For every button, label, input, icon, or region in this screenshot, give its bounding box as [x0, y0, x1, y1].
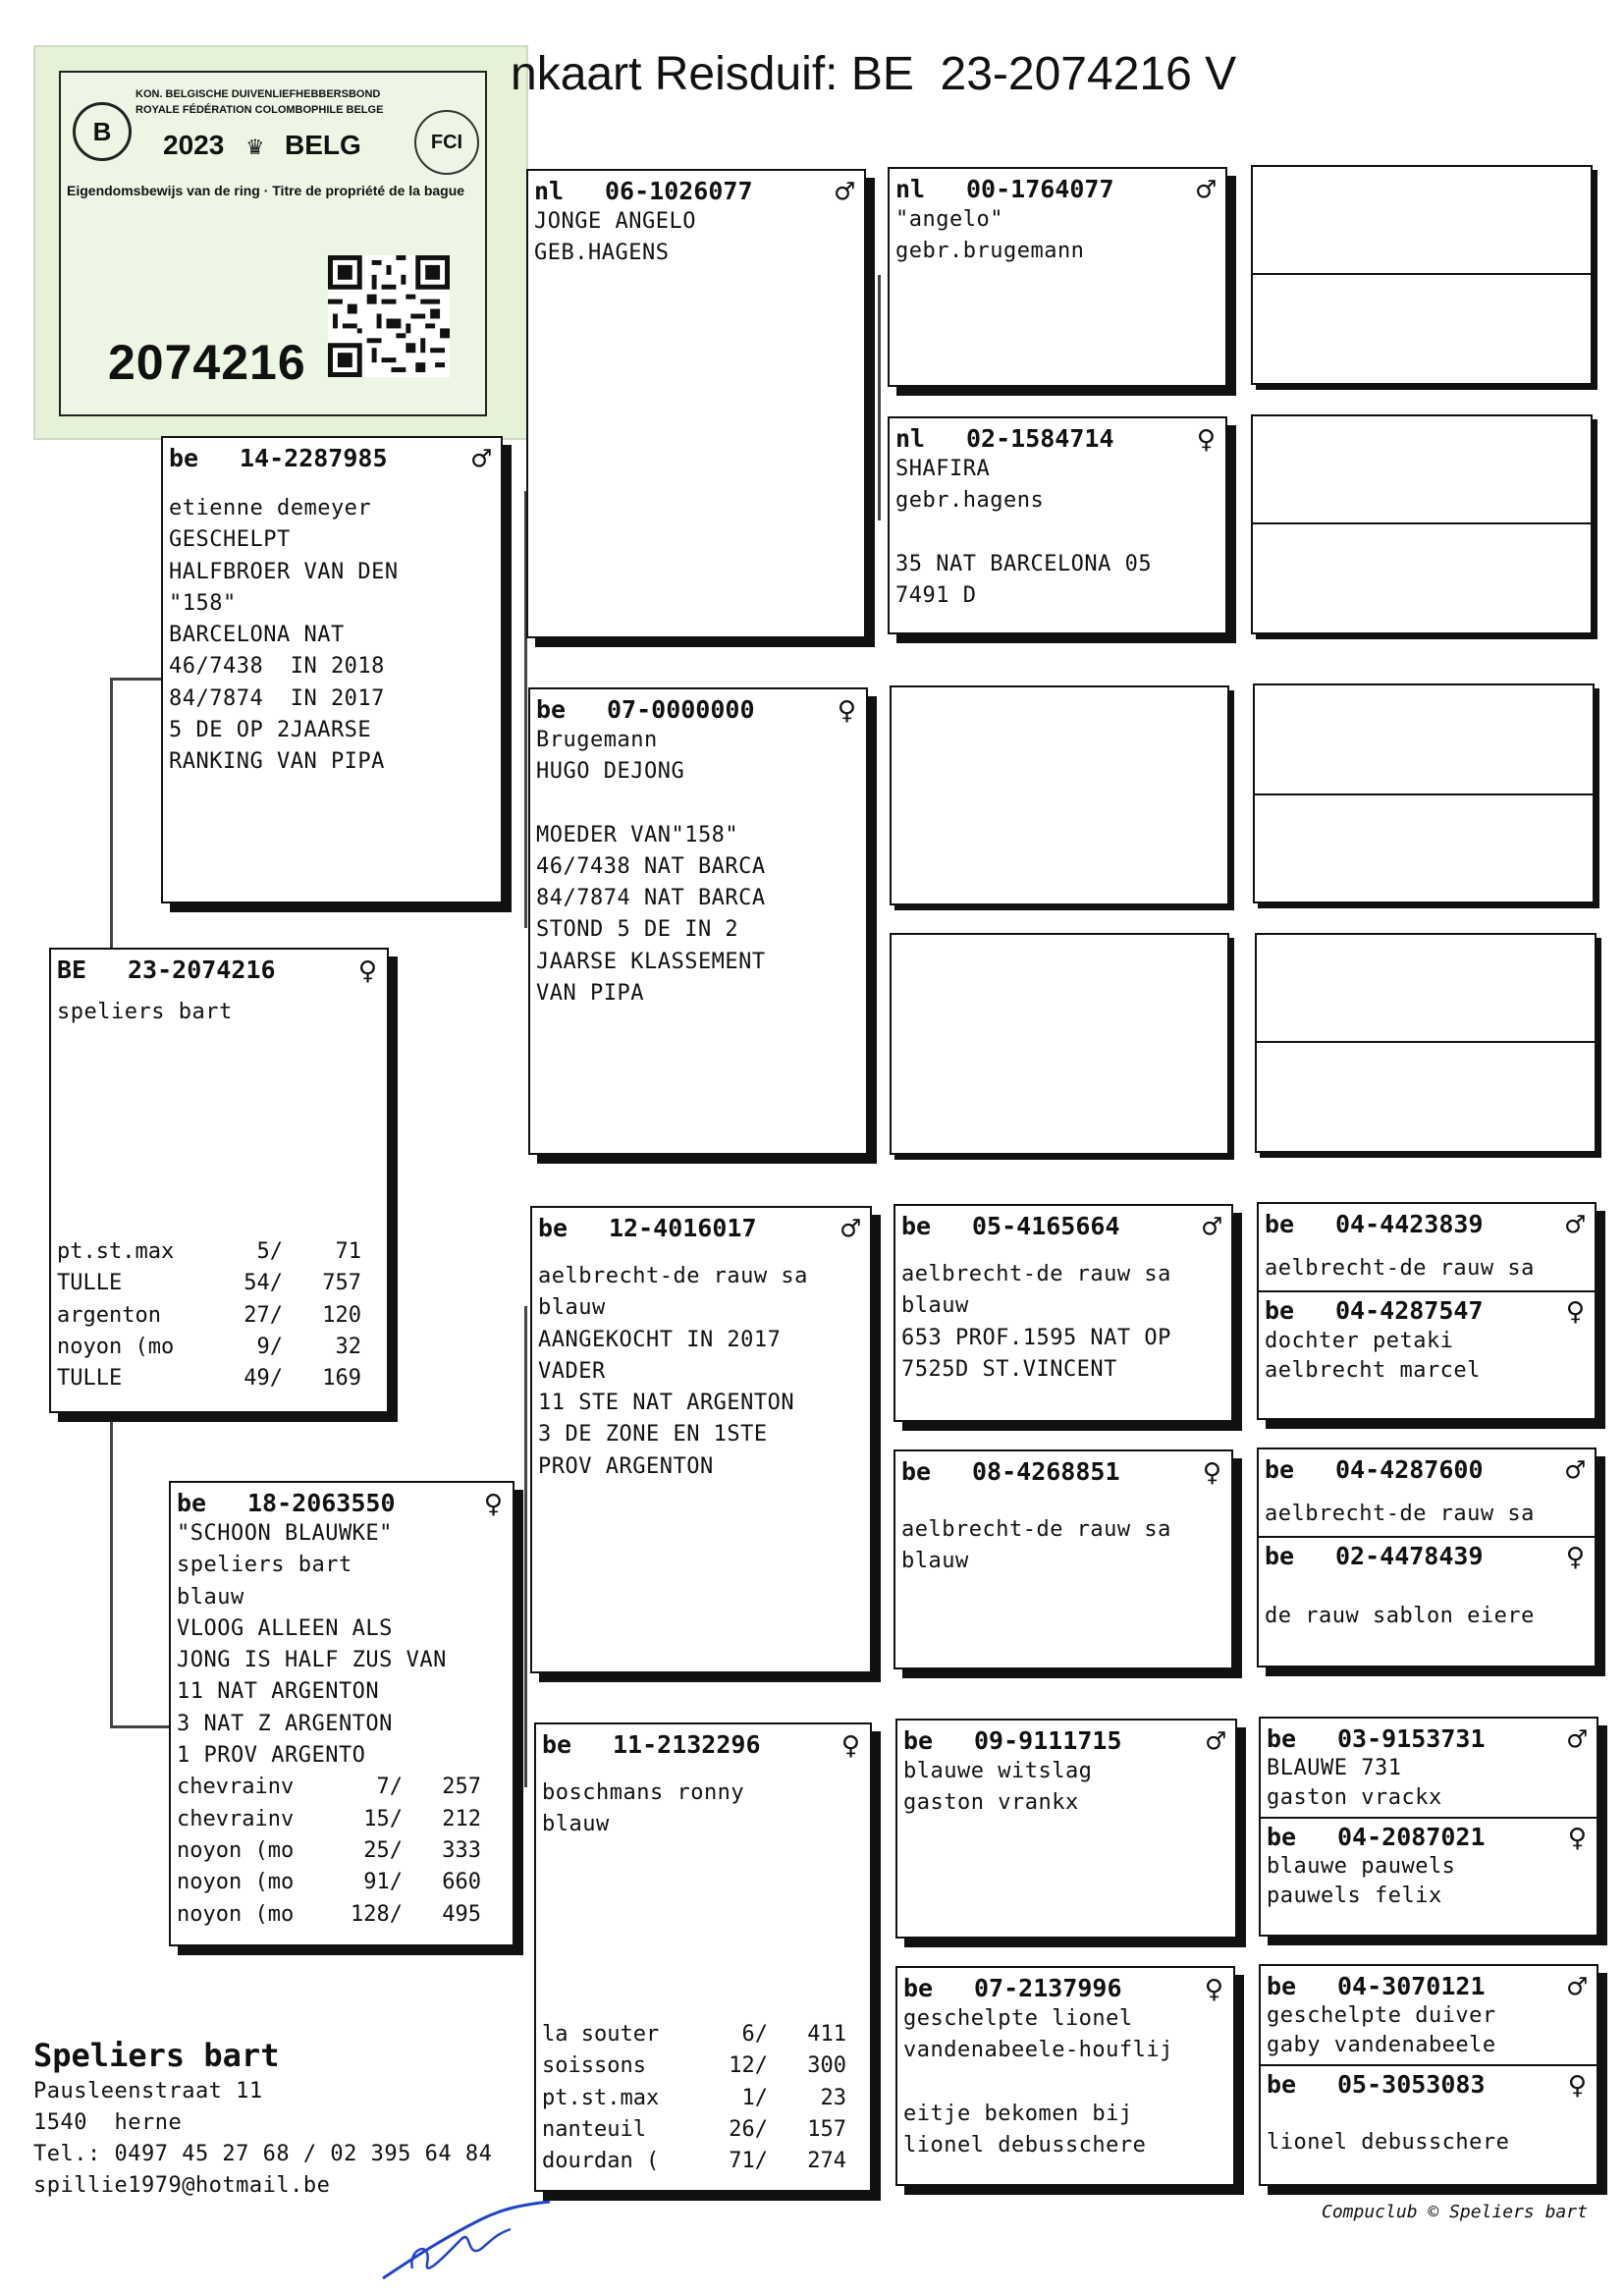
signature-scribble [373, 2200, 569, 2288]
pigeon-line: BLAUWE 731 [1267, 1756, 1402, 1780]
ring-number: 04-2087021 [1337, 1823, 1486, 1851]
connector-line [878, 1277, 881, 1507]
male-icon: ♂ [471, 440, 491, 477]
owner-name: Speliers bart [33, 2037, 280, 2074]
pigeon-line: VAN PIPA [536, 981, 644, 1007]
result-row: pt.st.max 5/ 71 [57, 1239, 361, 1264]
pigeon-line: etienne demeyer [169, 496, 372, 520]
pigeon-line: geschelpte lionel [903, 2006, 1133, 2031]
pigeon-line: Brugemann [536, 728, 658, 752]
pigeon-line: JAARSE KLASSEMENT [536, 949, 766, 974]
connector-line [110, 678, 161, 681]
pigeon-line: aelbrecht-de rauw sa [901, 1262, 1171, 1286]
pigeon-line: JONG IS HALF ZUS VAN [177, 1648, 447, 1673]
pigeon-line: blauw [901, 1549, 969, 1574]
connector-line [878, 1836, 881, 2072]
empty-pigeon-card[interactable] [1251, 165, 1593, 385]
ring-number: 00-1764077 [966, 175, 1114, 203]
pigeon-card-mm[interactable] [534, 1722, 872, 2192]
connector-line [110, 678, 113, 951]
pigeon-card-father[interactable] [161, 436, 503, 903]
certificate-frame [59, 71, 487, 416]
pigeon-line: 84/7874 NAT BARCA [536, 886, 766, 911]
footer-credit: Compuclub © Speliers bart [1322, 2202, 1588, 2222]
owner-city: 1540 herne [33, 2110, 183, 2135]
pigeon-line: 11 STE NAT ARGENTON [538, 1391, 795, 1416]
pigeon-line: aelbrecht-de rauw sa [901, 1517, 1171, 1542]
empty-pigeon-card[interactable] [1251, 414, 1593, 634]
ring-number: 11-2132296 [613, 1730, 761, 1759]
pigeon-card-pair-mmf[interactable] [1259, 1717, 1598, 1937]
result-row: noyon (mo 91/ 660 [177, 1870, 481, 1895]
female-icon: ♀ [483, 1485, 503, 1522]
male-icon: ♂ [835, 173, 854, 210]
female-icon: ♀ [1565, 1292, 1585, 1331]
pigeon-line: 7491 D [895, 582, 977, 608]
ring-number: 05-3053083 [1337, 2070, 1486, 2099]
owner-email: spillie1979@hotmail.be [33, 2173, 331, 2198]
pigeon-line: aelbrecht-de rauw sa [1265, 1256, 1535, 1281]
country-code: be [1265, 1542, 1295, 1571]
country-code: be [901, 1212, 932, 1240]
female-icon: ♀ [1202, 1453, 1221, 1491]
result-row: TULLE 49/ 169 [57, 1366, 361, 1392]
ring-number: 07-0000000 [607, 695, 755, 724]
female-icon: ♀ [1196, 420, 1216, 458]
result-row: nanteuil 26/ 157 [542, 2116, 846, 2142]
empty-pigeon-card[interactable] [890, 933, 1229, 1155]
pigeon-line: 1 PROV ARGENTO [177, 1743, 366, 1769]
pigeon-line: GESCHELPT [169, 527, 291, 553]
ring-number: 12-4016017 [609, 1214, 757, 1242]
pigeon-line: gebr.brugemann [895, 239, 1085, 264]
pigeon-line: PROV ARGENTON [538, 1453, 714, 1479]
ring-number: 08-4268851 [972, 1457, 1120, 1486]
org-line-2: ROYALE FÉDÉRATION COLOMBOPHILE BELGE [135, 104, 384, 116]
certificate-ring-number: 2074216 [108, 335, 306, 390]
ring-number: 09-9111715 [974, 1726, 1122, 1755]
pigeon-card-fm[interactable] [528, 687, 868, 1155]
pigeon-card-mmf[interactable] [895, 1719, 1237, 1939]
pigeon-line: 3 NAT Z ARGENTON [177, 1711, 393, 1736]
pigeon-line: VLOOG ALLEEN ALS [177, 1615, 393, 1641]
male-icon: ♂ [1196, 171, 1216, 208]
pigeon-card-pair-mfm[interactable] [1257, 1448, 1597, 1667]
male-icon: ♂ [1567, 1968, 1587, 2005]
ring-certificate [33, 45, 528, 440]
empty-pigeon-card[interactable] [890, 685, 1229, 905]
female-icon: ♀ [1567, 1819, 1587, 1856]
ring-number: 14-2287985 [240, 444, 388, 472]
country-code: be [1267, 1823, 1297, 1851]
owner-phone: Tel.: 0497 45 27 68 / 02 395 64 84 [33, 2142, 493, 2166]
country-code: be [1267, 1972, 1297, 2000]
org-line-1: KON. BELGISCHE DUIVENLIEFHEBBERSBOND [135, 88, 381, 100]
result-row: chevrainv 15/ 212 [177, 1806, 481, 1831]
pigeon-card-mmm[interactable] [895, 1966, 1235, 2186]
crown-icon: ♛ [247, 132, 263, 161]
empty-pigeon-card[interactable] [1253, 683, 1595, 903]
pigeon-line: 5 DE OP 2JAARSE [169, 718, 372, 743]
pigeon-line: lionel debusschere [1267, 2130, 1510, 2155]
certificate-year: 2023 [163, 130, 225, 160]
pigeon-card-mf[interactable] [530, 1206, 872, 1673]
pigeon-line: gaby vandenabeele [1267, 2033, 1496, 2057]
pigeon-line: blauw [901, 1293, 969, 1319]
country-code: nl [534, 177, 565, 205]
pigeon-line: blauwe witslag [903, 1759, 1093, 1783]
country-code: be [1265, 1296, 1295, 1326]
pigeon-line: 11 NAT ARGENTON [177, 1679, 380, 1705]
male-icon: ♂ [1565, 1206, 1585, 1243]
pigeon-card-fff[interactable] [888, 167, 1227, 387]
pigeon-line: 84/7874 IN 2017 [169, 685, 385, 711]
result-row: pt.st.max 1/ 23 [542, 2085, 846, 2110]
pigeon-line: eitje bekomen bij [903, 2101, 1133, 2126]
fci-globe-icon: FCI [414, 110, 479, 175]
pigeon-line: aelbrecht-de rauw sa [538, 1264, 808, 1288]
pigeon-card-ffm[interactable] [888, 416, 1227, 634]
result-row: chevrainv 7/ 257 [177, 1775, 481, 1800]
result-row: noyon (mo 9/ 32 [57, 1334, 361, 1359]
pigeon-line: 35 NAT BARCELONA 05 [895, 551, 1153, 576]
pigeon-line: "SCHOON BLAUWKE" [177, 1521, 393, 1546]
result-row: argenton 27/ 120 [57, 1302, 361, 1328]
pigeon-card-mff[interactable] [893, 1204, 1233, 1422]
country-code: be [903, 1726, 934, 1755]
pigeon-line: gebr.hagens [895, 488, 1045, 514]
pigeon-line: dochter petaki [1265, 1329, 1454, 1354]
pigeon-line: boschmans ronny [542, 1780, 745, 1805]
pigeon-line: speliers bart [57, 1000, 233, 1024]
pigeon-line: "158" [169, 590, 237, 616]
connector-line [110, 1414, 113, 1728]
ownership-text: Eigendomsbewijs van de ring · Titre de propriété de la bague [67, 183, 465, 198]
country-code: nl [895, 175, 926, 203]
pigeon-line: speliers bart [177, 1553, 352, 1578]
country-code: be [903, 1974, 934, 2002]
pigeon-line: geschelpte duiver [1267, 2003, 1496, 2028]
female-icon: ♀ [1567, 2066, 1587, 2104]
result-row: la souter 6/ 411 [542, 2022, 846, 2047]
ring-number: 04-4423839 [1335, 1210, 1484, 1238]
female-icon: ♀ [837, 691, 856, 729]
pigeon-card-pair-mff[interactable] [1257, 1202, 1597, 1420]
pigeon-line: 46/7438 IN 2018 [169, 654, 385, 680]
pigeon-line: HUGO DEJONG [536, 759, 685, 785]
ring-number: 03-9153731 [1337, 1724, 1486, 1753]
pigeon-card-mother[interactable] [169, 1481, 514, 1946]
pigeon-line: STOND 5 DE IN 2 [536, 917, 739, 943]
pigeon-line: AANGEKOCHT IN 2017 [538, 1327, 782, 1352]
pigeon-card-pair-mmm[interactable] [1259, 1964, 1598, 2186]
connector-line [524, 1306, 527, 1787]
male-icon: ♂ [1206, 1722, 1225, 1760]
female-icon: ♀ [840, 1726, 860, 1764]
pigeon-line: blauw [177, 1584, 244, 1610]
pigeon-line: aelbrecht marcel [1265, 1357, 1481, 1383]
pigeon-line: pauwels felix [1267, 1884, 1442, 1908]
pigeon-card-subject[interactable] [49, 948, 389, 1413]
pigeon-line: BARCELONA NAT [169, 623, 345, 648]
ring-number: 23-2074216 [128, 956, 276, 984]
female-icon: ♀ [1204, 1970, 1223, 2007]
country-code: be [1267, 1724, 1297, 1753]
pigeon-line: blauw [538, 1295, 606, 1321]
pigeon-card-mfm[interactable] [893, 1449, 1233, 1669]
pigeon-line: gaston vrankx [903, 1790, 1079, 1816]
pigeon-card-ff[interactable] [526, 169, 866, 638]
ring-number: 02-1584714 [966, 424, 1114, 453]
country-code: be [536, 695, 567, 724]
ring-number: 06-1026077 [605, 177, 753, 205]
pigeon-line: HALFBROER VAN DEN [169, 559, 399, 584]
empty-pigeon-card[interactable] [1255, 933, 1597, 1153]
result-row: soissons 12/ 300 [542, 2053, 846, 2079]
kbdb-logo-icon: B [73, 102, 132, 161]
pigeon-line: GEB.HAGENS [534, 241, 670, 266]
pigeon-line: blauw [542, 1812, 610, 1837]
ring-number: 04-3070121 [1337, 1972, 1486, 2000]
country-code: nl [895, 424, 926, 453]
country-code: be [1267, 2070, 1297, 2099]
owner-address [33, 2035, 492, 2202]
country-code: be [177, 1489, 207, 1517]
country-code: be [901, 1457, 932, 1486]
pigeon-line: 653 PROF.1595 NAT OP [901, 1325, 1171, 1350]
pigeon-line: JONGE ANGELO [534, 209, 696, 234]
country-code: be [1265, 1455, 1295, 1484]
result-row: dourdan ( 71/ 274 [542, 2149, 846, 2174]
pigeon-line: RANKING VAN PIPA [169, 749, 385, 775]
result-row: TULLE 54/ 757 [57, 1271, 361, 1296]
pigeon-line: lionel debusschere [903, 2132, 1147, 2158]
country-code: be [542, 1730, 572, 1759]
race-results [542, 2019, 860, 2177]
male-icon: ♂ [1567, 1721, 1587, 1758]
country-code: be [169, 444, 199, 472]
male-icon: ♂ [1565, 1451, 1585, 1489]
female-icon: ♀ [1565, 1538, 1585, 1576]
qr-code-icon [328, 255, 450, 377]
country-code: BE [57, 956, 87, 984]
country-code: be [538, 1214, 568, 1242]
ring-number: 18-2063550 [247, 1489, 396, 1517]
pigeon-line: SHAFIRA [895, 457, 991, 481]
pigeon-line: vandenabeele-houflij [903, 2038, 1173, 2063]
ring-number: 04-4287547 [1335, 1296, 1484, 1326]
connector-line [878, 275, 881, 520]
pigeon-line: aelbrecht-de rauw sa [1265, 1502, 1535, 1526]
ring-number: 02-4478439 [1335, 1542, 1484, 1571]
male-icon: ♂ [840, 1210, 860, 1247]
certificate-country: BELG [285, 130, 361, 160]
race-results [57, 1236, 377, 1394]
result-row: noyon (mo 128/ 495 [177, 1901, 481, 1927]
pigeon-line: "angelo" [895, 207, 1003, 232]
pigeon-line: 3 DE ZONE EN 1STE [538, 1422, 768, 1448]
owner-street: Pausleenstraat 11 [33, 2079, 263, 2104]
connector-line [110, 1725, 169, 1728]
ring-number: 04-4287600 [1335, 1455, 1484, 1484]
pigeon-line: MOEDER VAN"158" [536, 822, 739, 847]
pigeon-line: VADER [538, 1358, 606, 1384]
pigeon-line: blauwe pauwels [1267, 1854, 1456, 1879]
result-row: noyon (mo 25/ 333 [177, 1837, 481, 1863]
pigeon-line: gaston vrackx [1267, 1785, 1442, 1810]
ring-number: 05-4165664 [972, 1212, 1120, 1240]
page-title: nkaart Reisduif: BE 23-2074216 V [511, 48, 1237, 100]
pigeon-line: de rauw sablon eiere [1265, 1604, 1535, 1629]
pigeon-line: 46/7438 NAT BARCA [536, 853, 766, 879]
ring-number: 07-2137996 [974, 1974, 1122, 2002]
pigeon-line: 7525D ST.VINCENT [901, 1356, 1117, 1382]
male-icon: ♂ [1202, 1208, 1221, 1245]
country-code: be [1265, 1210, 1295, 1238]
female-icon: ♀ [357, 952, 377, 989]
